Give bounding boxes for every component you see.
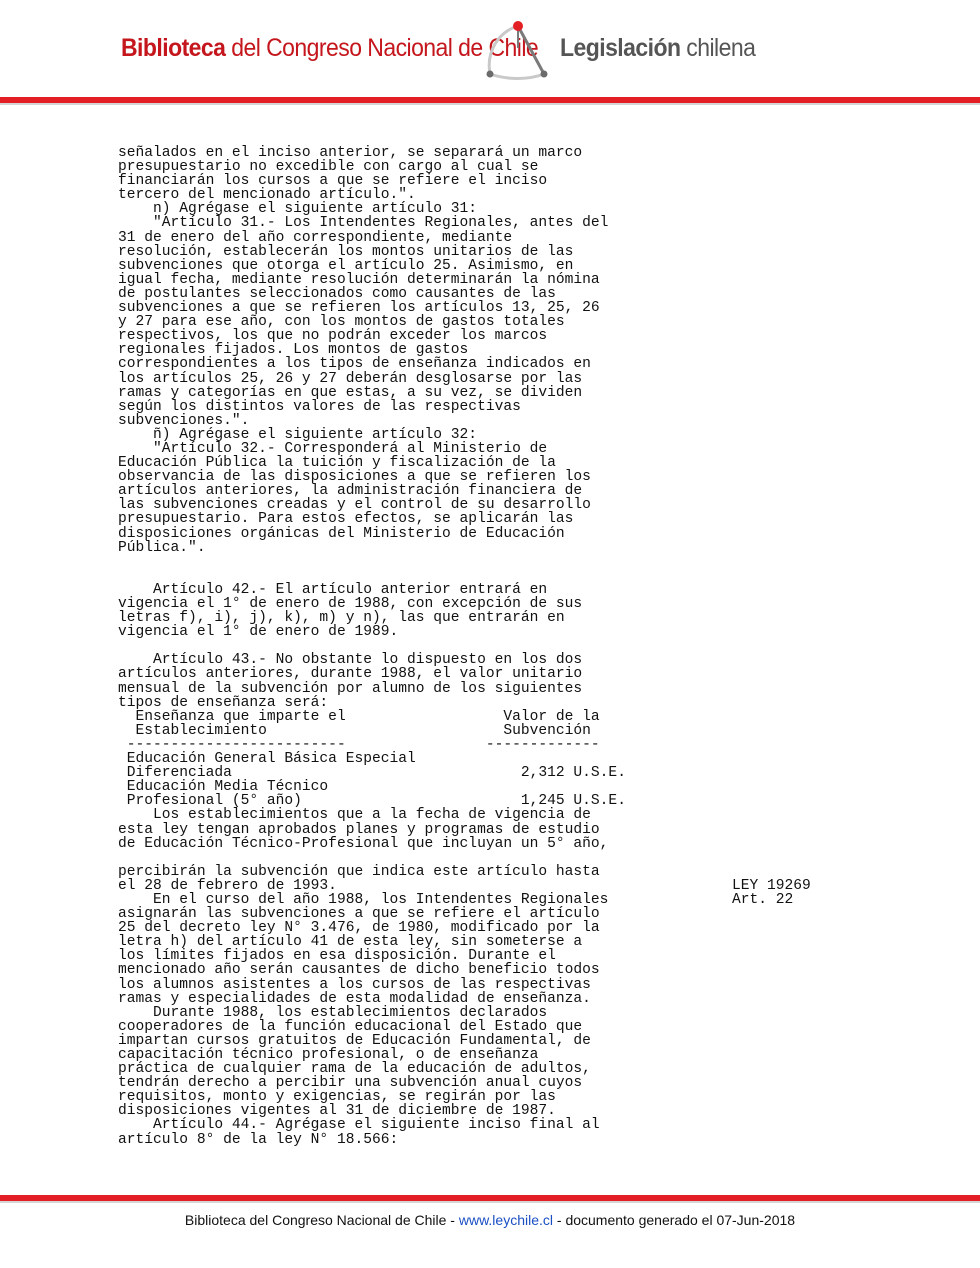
margin-note: LEY 19269 Art. 22 (732, 878, 811, 909)
footer-prefix: Biblioteca del Congreso Nacional de Chile - (184, 1212, 459, 1228)
brand-rest: del Congreso Nacional de Chile (225, 34, 539, 62)
product-rest: chilena (680, 34, 756, 62)
leychile-link[interactable]: www.leychile.cl (458, 1212, 553, 1228)
footer-divider (0, 1195, 980, 1203)
page-footer (0, 1212, 980, 1228)
legislacion-wordmark (560, 34, 755, 63)
law-body-text: señalados en el inciso anterior, se separará un marco presupuestario no excedible con cargo al cual se financiarán los cursos a que se refiere el inciso tercero del mencionado artículo.". n) Agrégase el siguiente artículo 31: "Artículo 31.- Los Intendentes Regionales, antes del 31 de enero del año correspondiente, mediante resolución, establecerán los montos unitarios de las subvenciones que otorga el artículo 25. Asimismo, en igual fecha, mediante resolución determinarán la nómina de postulantes seleccionados como causantes de las subvenciones a que se refieren los artículos 13, 25, 26 y 27 para ese año, con los montos de gastos totales respectivos, los que no podrán exceder los marcos regionales fijados. Los montos de gastos correspondientes a los tipos de enseñanza indicados en los artículos 25, 26 y 27 deberán desglosarse por las ramas y categorías en que estas, a su vez, se dividen según los distintos valores de las respectivas subvenciones.". ñ) Agrégase el siguiente artículo 32: "Artículo 32.- Corresponderá al Ministerio de Educación Pública la tuición y fiscalización de la observancia de las disposiciones a que se refieren los artículos anteriores, la administración financiera de las subvenciones creadas y el control de su desarrollo presupuestario. Para estos efectos, se aplicarán las disposiciones orgánicas del Ministerio de Educación Pública.". Artículo 42.- El artículo anterior entrará en vigencia el 1° de enero de 1988, con excepción de sus letras f), i), j), k), m) y n), las que entrarán en vigencia el 1° de enero de 1989. Artículo 43.- No obstante lo dispuesto en los dos artículos anteriores, durante 1988, el valor unitario mensual de la subvención por alumno de los siguientes tipos de enseñanza será: Enseñanza que imparte el Valor de la Establecimiento Subvención ------------------------- ------------- Educación General Básica Especial Diferenciada 2,312 U.S.E. Educación Media Técnico Profesional (5° año) 1,245 U.S.E. Los establecimientos que a la fecha de vigencia de esta ley tengan aprobados planes y programas de estudio de Educación Técnico-Profesional que incluyan un 5° año, percibirán la subvención que indica este artículo hasta el 28 de febrero de 1993. En el curso del año 1988, los Intendentes Regionales asignarán las subvenciones a que se refiere el artículo 25 del decreto ley N° 3.476, de 1980, modificado por la letra h) del artículo 41 de esta ley, sin someterse a los límites fijados en esa disposición. Durante el mencionado año serán causantes de dicho beneficio todos los alumnos asistentes a los cursos de las respectivas ramas y especialidades de esta modalidad de enseñanza. Durante 1988, los establecimientos declarados cooperadores de la función educacional del Estado que impartan cursos gratuitos de Educación Fundamental, de capacitación técnico profesional, o de enseñanza práctica de cualquier rama de la educación de adultos, tendrán derecho a percibir una subvención anual cuyos requisitos, monto y exigencias, se regirán por las disposiciones vigentes al 31 de diciembre de 1987. Artículo 44.- Agrégase el siguiente inciso final al artículo 8° de la ley N° 18.566: (118, 145, 626, 1148)
product-bold: Legislación (560, 34, 681, 62)
footer-divider-red (0, 1195, 980, 1201)
page-header (0, 0, 980, 100)
header-divider-red (0, 97, 980, 103)
header-divider (0, 97, 980, 105)
brand-bold: Biblioteca (121, 34, 226, 62)
bcn-wordmark (121, 34, 538, 63)
footer-suffix: - documento generado el 07-Jun-2018 (553, 1212, 796, 1228)
bcn-logo-icon (478, 18, 558, 88)
